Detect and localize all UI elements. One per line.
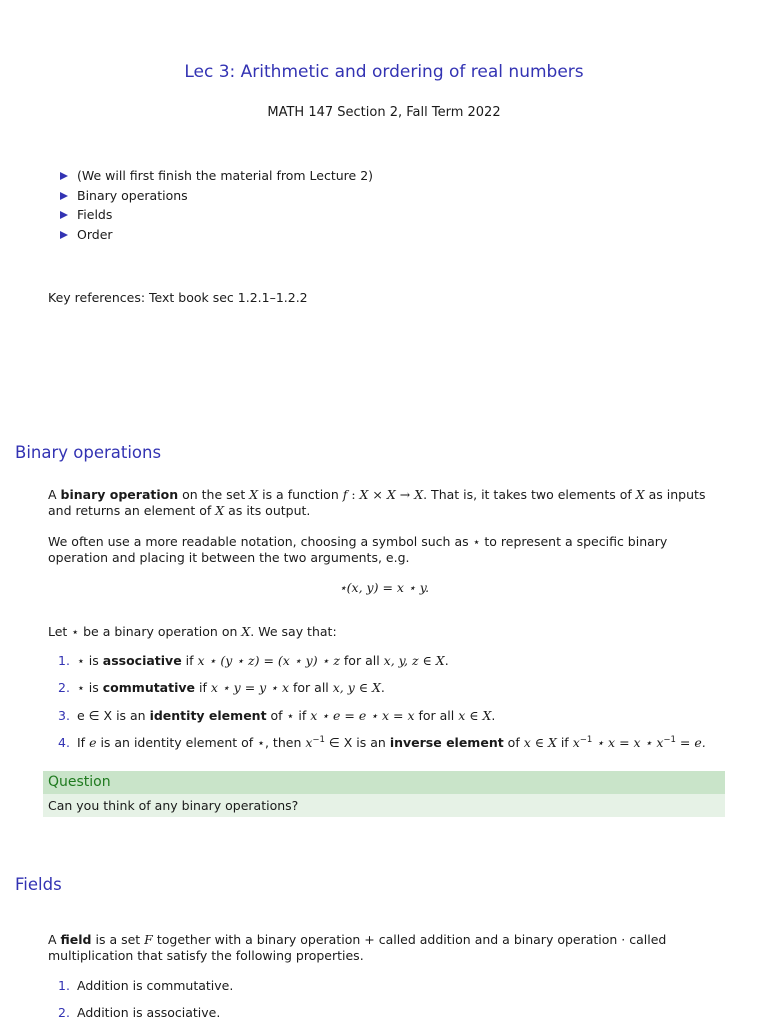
triangle-bullet-icon [60, 172, 68, 180]
list-item: 3. e ∈ X is an identity element of ⋆ if x ⋆ e = e ⋆ x = x for all x ∈ X. [58, 707, 496, 723]
triangle-bullet-icon [60, 211, 68, 219]
key-references: Key references: Text book sec 1.2.1–1.2.2 [48, 290, 308, 305]
let-statement: Let ⋆ be a binary operation on X. We say that: [48, 624, 337, 639]
list-item: (We will first finish the material from Lecture 2) [60, 168, 373, 188]
triangle-bullet-icon [60, 231, 68, 239]
question-body: Can you think of any binary operations? [43, 794, 725, 817]
section-heading-binary-operations: Binary operations [15, 443, 162, 462]
list-item: Order [60, 227, 373, 247]
field-definition: A field is a set F together with a binary operation + called addition and a binary operation · called multiplication that satisfy the following properties. [48, 932, 667, 963]
field-properties-list [58, 978, 233, 1033]
page-subtitle: MATH 147 Section 2, Fall Term 2022 [267, 105, 501, 120]
outline-list [60, 168, 373, 246]
list-item: Binary operations [60, 188, 373, 208]
list-item: 2. ⋆ is commutative if x ⋆ y = y ⋆ x for all x, y ∈ X. [58, 680, 385, 696]
list-item: 4. If e is an identity element of ⋆, then $x^{-1}$ ∈ X is an inverse element of x ∈ X if $x^{-1}$ ⋆ x = x ⋆ $x^{-1} = e$. [58, 734, 706, 750]
page-title: Lec 3: Arithmetic and ordering of real numbers [184, 62, 584, 82]
notation-paragraph: We often use a more readable notation, choosing a symbol such as ⋆ to represent a specific binary operation and placing it between the two arguments, e.g. [48, 534, 668, 565]
properties-list [58, 653, 706, 762]
question-title: Question [43, 771, 725, 794]
list-item: 1. Addition is commutative. [58, 978, 234, 993]
triangle-bullet-icon [60, 192, 68, 200]
binary-op-definition: A binary operation on the set X is a function f : X × X → X. That is, it takes two elements of X as inputs and returns an element of X as its output. [48, 487, 706, 518]
list-item: Fields [60, 207, 373, 227]
display-equation: ⋆(x, y) = x ⋆ y. [338, 580, 430, 595]
list-item: 2. Addition is associative. [58, 1005, 221, 1021]
question-block [43, 771, 725, 817]
list-item: 1. ⋆ is associative if x ⋆ (y ⋆ z) = (x ⋆ y) ⋆ z for all x, y, z ∈ X. [58, 653, 449, 668]
section-heading-fields: Fields [15, 875, 62, 894]
